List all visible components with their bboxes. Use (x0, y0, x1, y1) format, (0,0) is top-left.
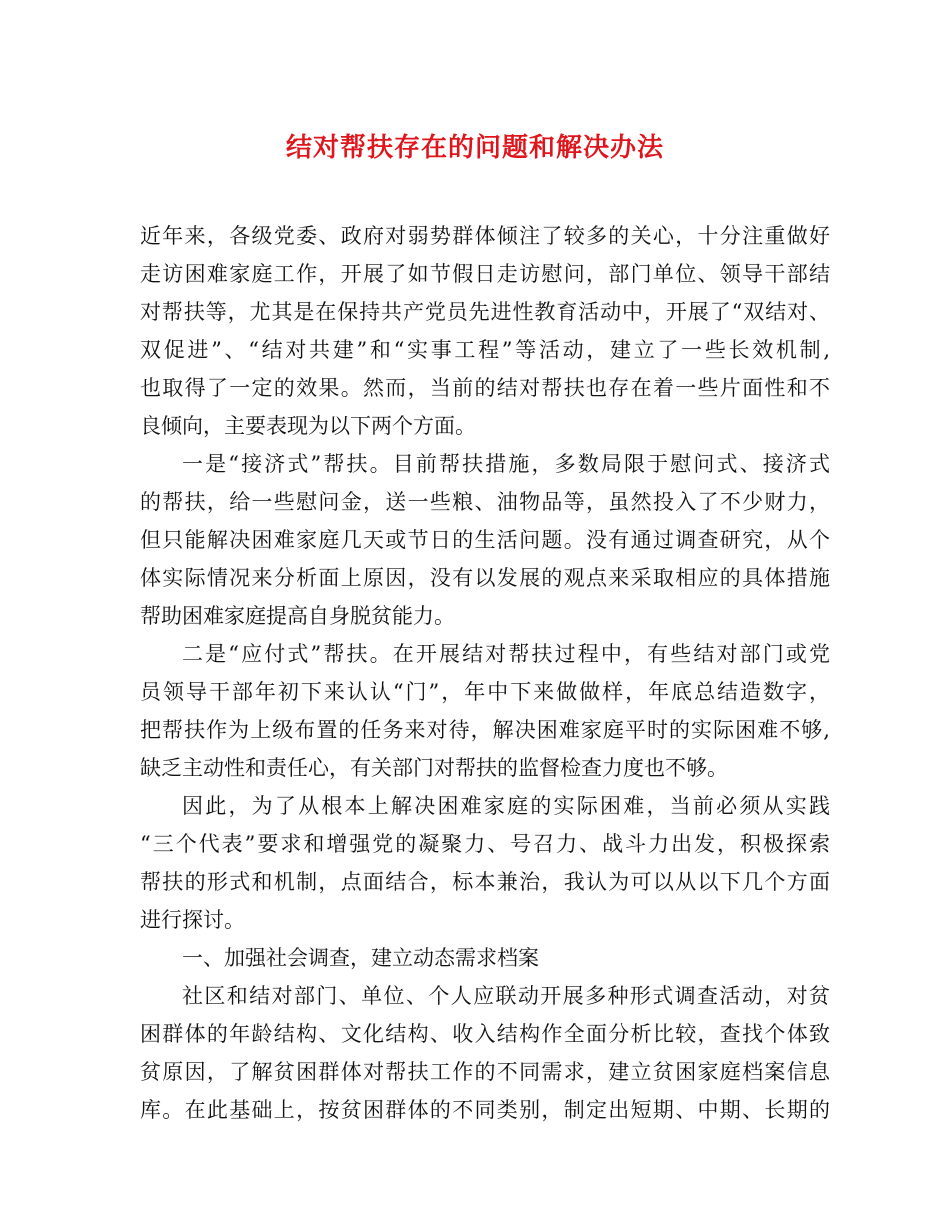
paragraph-line: 把帮扶作为上级布置的任务来对待，解决困难家庭平时的实际困难不够, (140, 718, 830, 742)
paragraph-line: 贫原因，了解贫困群体对帮扶工作的不同需求，建立贫困家庭档案信息 (140, 1060, 830, 1084)
paragraph-line: “三个代表”要求和增强党的凝聚力、号召力、战斗力出发，积极探索 (140, 832, 830, 856)
paragraph-line: 进行探讨。 (140, 908, 245, 932)
paragraph-line: 社区和结对部门、单位、个人应联动开展多种形式调查活动，对贫 (182, 984, 830, 1008)
paragraph-line: 走访困难家庭工作，开展了如节假日走访慰问，部门单位、领导干部结 (140, 262, 830, 286)
document-title: 结对帮扶存在的问题和解决办法 (285, 133, 664, 163)
paragraph-line: 一是“接济式”帮扶。目前帮扶措施，多数局限于慰问式、接济式 (182, 452, 830, 476)
paragraph-line: 困群体的年龄结构、文化结构、收入结构作全面分析比较，查找个体致 (140, 1022, 830, 1046)
paragraph-line: 的帮扶，给一些慰问金，送一些粮、油物品等，虽然投入了不少财力， (140, 490, 830, 514)
paragraph-line: 对帮扶等，尤其是在保持共产党员先进性教育活动中，开展了“双结对、 (140, 300, 830, 324)
section-heading: 一、加强社会调查，建立动态需求档案 (182, 946, 539, 970)
paragraph-line: 也取得了一定的效果。然而，当前的结对帮扶也存在着一些片面性和不 (140, 376, 830, 400)
paragraph-line: 二是“应付式”帮扶。在开展结对帮扶过程中，有些结对部门或党 (182, 642, 830, 666)
paragraph-line: 因此，为了从根本上解决困难家庭的实际困难，当前必须从实践 (182, 794, 830, 818)
paragraph-line: 但只能解决困难家庭几天或节日的生活问题。没有通过调查研究，从个 (140, 528, 830, 552)
paragraph-line: 帮助困难家庭提高自身脱贫能力。 (140, 604, 455, 628)
paragraph-line: 良倾向，主要表现为以下两个方面。 (140, 414, 476, 438)
paragraph-line: 近年来，各级党委、政府对弱势群体倾注了较多的关心，十分注重做好 (140, 224, 830, 248)
paragraph-line: 员领导干部年初下来认认“门”，年中下来做做样，年底总结造数字， (140, 680, 830, 704)
paragraph-line: 体实际情况来分析面上原因，没有以发展的观点来采取相应的具体措施 (140, 566, 830, 590)
paragraph-line: 库。在此基础上，按贫困群体的不同类别，制定出短期、中期、长期的 (140, 1098, 830, 1122)
paragraph-line: 帮扶的形式和机制，点面结合，标本兼治，我认为可以从以下几个方面 (140, 870, 830, 894)
paragraph-line: 双促进”、“结对共建”和“实事工程”等活动，建立了一些长效机制, (140, 338, 830, 362)
paragraph-line: 缺乏主动性和责任心，有关部门对帮扶的监督检查力度也不够。 (140, 756, 728, 780)
